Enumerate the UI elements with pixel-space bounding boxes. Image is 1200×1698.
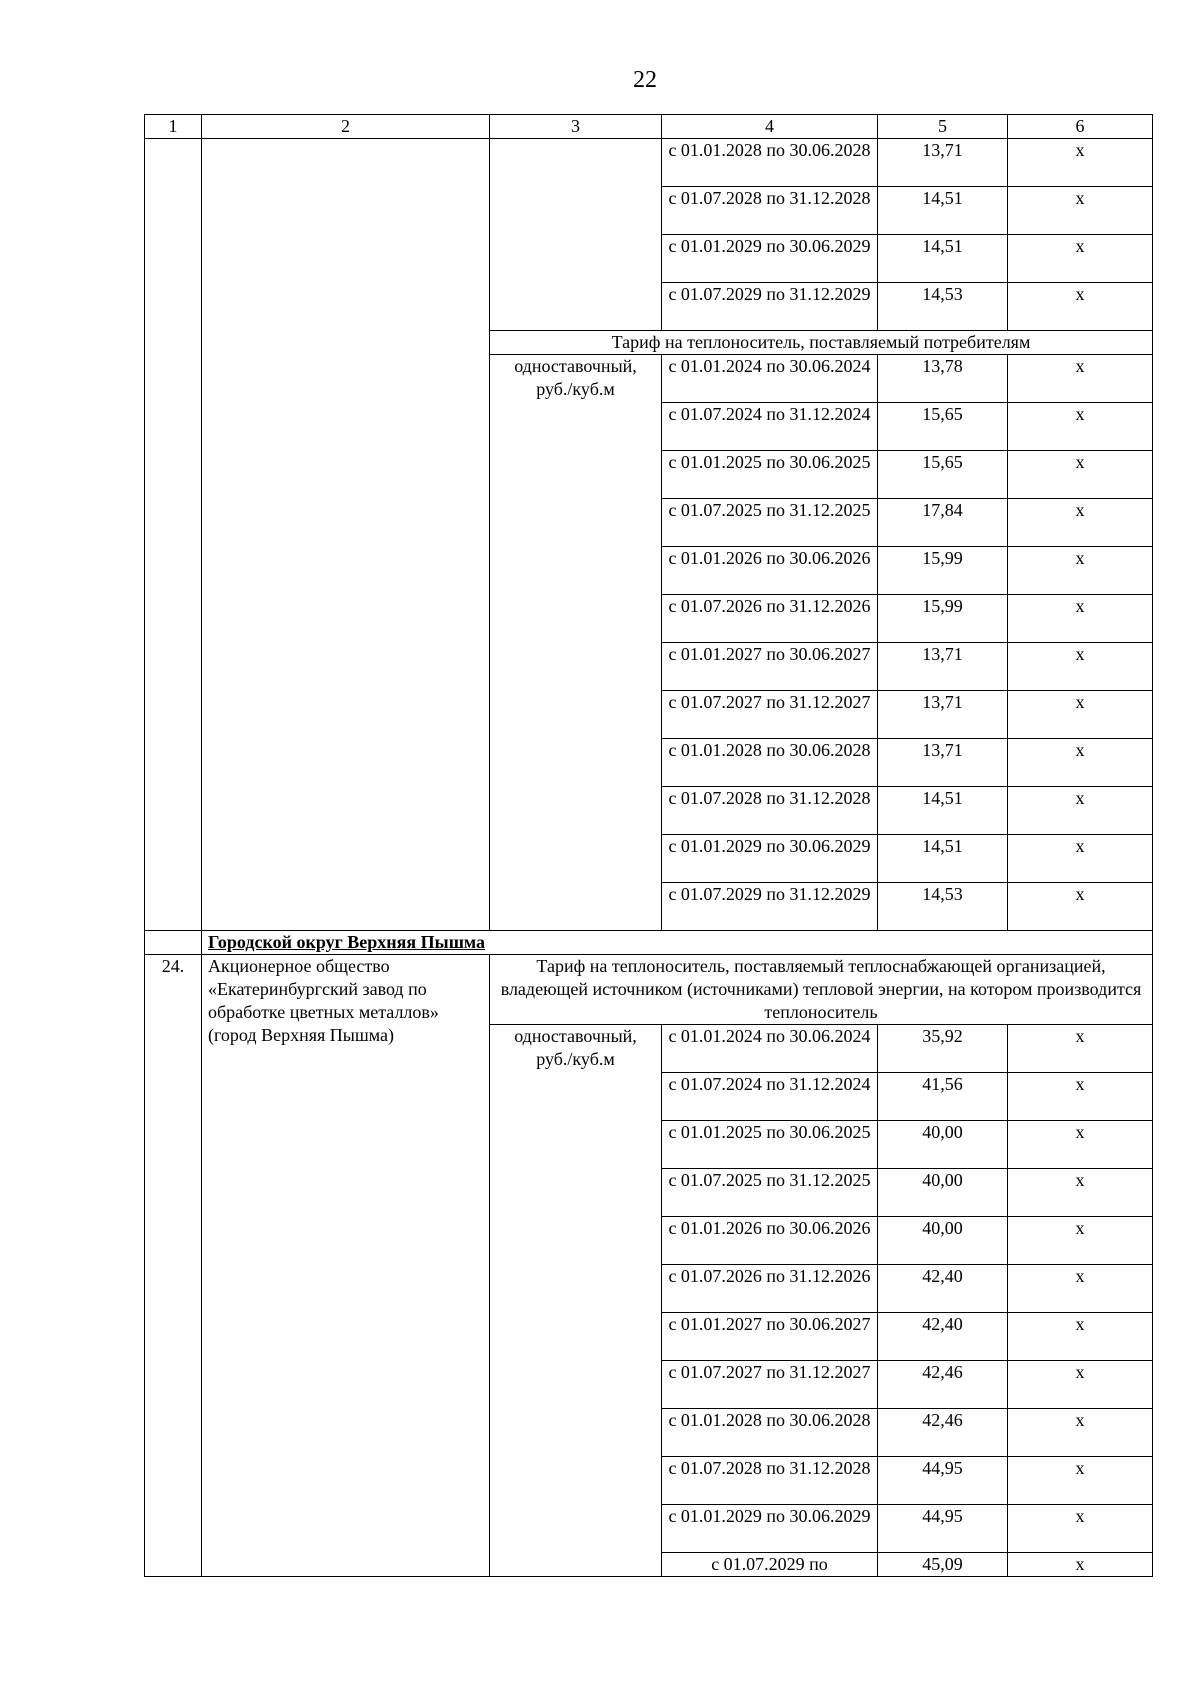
period-cell: с 01.01.2028 по 30.06.2028 <box>662 139 878 187</box>
mark-cell: х <box>1008 187 1153 235</box>
organization-cell <box>202 139 490 931</box>
tariff-value-cell: 40,00 <box>878 1217 1008 1265</box>
column-header: 6 <box>1008 115 1153 139</box>
tariff-value-cell: 44,95 <box>878 1457 1008 1505</box>
period-cell: с 01.01.2025 по 30.06.2025 <box>662 451 878 499</box>
tariff-value-cell: 42,46 <box>878 1409 1008 1457</box>
tariff-value-cell: 44,95 <box>878 1505 1008 1553</box>
mark-cell: х <box>1008 139 1153 187</box>
period-cell: с 01.07.2029 по 31.12.2029 <box>662 883 878 931</box>
mark-cell: х <box>1008 1505 1153 1553</box>
entry-number-cell: 24. <box>145 955 202 1577</box>
mark-cell: х <box>1008 1073 1153 1121</box>
period-cell: с 01.01.2024 по 30.06.2024 <box>662 1025 878 1073</box>
tariff-value-cell: 13,78 <box>878 355 1008 403</box>
tariff-value-cell: 42,40 <box>878 1265 1008 1313</box>
period-cell: с 01.01.2027 по 30.06.2027 <box>662 1313 878 1361</box>
mark-cell: х <box>1008 451 1153 499</box>
period-cell: с 01.01.2026 по 30.06.2026 <box>662 1217 878 1265</box>
tariff-table <box>144 114 1153 1577</box>
section-row <box>145 931 1153 955</box>
period-cell: с 01.01.2027 по 30.06.2027 <box>662 643 878 691</box>
tariff-value-cell: 42,46 <box>878 1361 1008 1409</box>
period-cell: с 01.07.2025 по 31.12.2025 <box>662 499 878 547</box>
mark-cell: х <box>1008 547 1153 595</box>
tariff-value-cell: 42,40 <box>878 1313 1008 1361</box>
mark-cell: х <box>1008 739 1153 787</box>
section-number-cell <box>145 931 202 955</box>
mark-cell: х <box>1008 235 1153 283</box>
tariff-value-cell: 14,51 <box>878 235 1008 283</box>
mark-cell: х <box>1008 1313 1153 1361</box>
mark-cell: х <box>1008 787 1153 835</box>
period-cell: с 01.07.2026 по 31.12.2026 <box>662 595 878 643</box>
tariff-value-cell: 14,51 <box>878 835 1008 883</box>
period-cell: с 01.07.2024 по 31.12.2024 <box>662 1073 878 1121</box>
column-header-row <box>145 115 1153 139</box>
tariff-value-cell: 13,71 <box>878 643 1008 691</box>
period-cell: с 01.01.2025 по 30.06.2025 <box>662 1121 878 1169</box>
tariff-value-cell: 40,00 <box>878 1169 1008 1217</box>
period-cell: с 01.07.2028 по 31.12.2028 <box>662 1457 878 1505</box>
mark-cell: х <box>1008 499 1153 547</box>
mark-cell: х <box>1008 1361 1153 1409</box>
mark-cell: х <box>1008 1553 1153 1577</box>
mark-cell: х <box>1008 1265 1153 1313</box>
mark-cell: х <box>1008 1169 1153 1217</box>
tariff-value-cell: 14,53 <box>878 283 1008 331</box>
column-header: 2 <box>202 115 490 139</box>
mark-cell: х <box>1008 1025 1153 1073</box>
tariff-title: Тариф на теплоноситель, поставляемый теплоснабжающей организацией, владеющей источником (источниками) тепловой энергии, на котором производится теплоноситель <box>490 955 1153 1025</box>
period-cell: с 01.07.2024 по 31.12.2024 <box>662 403 878 451</box>
tariff-value-cell: 14,51 <box>878 787 1008 835</box>
tariff-value-cell: 13,71 <box>878 691 1008 739</box>
entry-title-row <box>145 955 1153 1025</box>
period-cell: с 01.07.2025 по 31.12.2025 <box>662 1169 878 1217</box>
mark-cell: х <box>1008 835 1153 883</box>
tariff-value-cell: 15,65 <box>878 403 1008 451</box>
period-cell: с 01.07.2029 по <box>662 1553 878 1577</box>
tariff-value-cell: 15,65 <box>878 451 1008 499</box>
mark-cell: х <box>1008 595 1153 643</box>
column-header: 4 <box>662 115 878 139</box>
period-cell: с 01.01.2024 по 30.06.2024 <box>662 355 878 403</box>
period-cell: с 01.07.2028 по 31.12.2028 <box>662 187 878 235</box>
period-cell: с 01.01.2029 по 30.06.2029 <box>662 1505 878 1553</box>
period-cell: с 01.01.2028 по 30.06.2028 <box>662 1409 878 1457</box>
page-number: 22 <box>633 67 657 93</box>
rate-type-cell: одноставочный, руб./куб.м <box>490 1025 662 1577</box>
tariff-value-cell: 41,56 <box>878 1073 1008 1121</box>
period-cell: с 01.01.2029 по 30.06.2029 <box>662 235 878 283</box>
tariff-value-cell: 13,71 <box>878 739 1008 787</box>
tariff-value-cell: 40,00 <box>878 1121 1008 1169</box>
tariff-value-cell: 13,71 <box>878 139 1008 187</box>
mark-cell: х <box>1008 1217 1153 1265</box>
column-header: 5 <box>878 115 1008 139</box>
tariff-value-cell: 14,53 <box>878 883 1008 931</box>
mark-cell: х <box>1008 643 1153 691</box>
tariff-value-cell: 15,99 <box>878 595 1008 643</box>
column-header: 3 <box>490 115 662 139</box>
entry-number-cell <box>145 139 202 931</box>
mark-cell: х <box>1008 1457 1153 1505</box>
period-cell: с 01.01.2028 по 30.06.2028 <box>662 739 878 787</box>
mark-cell: х <box>1008 283 1153 331</box>
period-cell: с 01.07.2027 по 31.12.2027 <box>662 1361 878 1409</box>
period-cell: с 01.01.2026 по 30.06.2026 <box>662 547 878 595</box>
mark-cell: х <box>1008 403 1153 451</box>
tariff-value-cell: 17,84 <box>878 499 1008 547</box>
mark-cell: х <box>1008 1121 1153 1169</box>
tariff-value-cell: 35,92 <box>878 1025 1008 1073</box>
tariff-value-cell: 15,99 <box>878 547 1008 595</box>
rate-type-cell: одноставочный, руб./куб.м <box>490 355 662 931</box>
column-header: 1 <box>145 115 202 139</box>
rate-type-cell <box>490 139 662 331</box>
mark-cell: х <box>1008 691 1153 739</box>
period-cell: с 01.07.2026 по 31.12.2026 <box>662 1265 878 1313</box>
period-cell: с 01.07.2029 по 31.12.2029 <box>662 283 878 331</box>
tariff-value-cell: 14,51 <box>878 187 1008 235</box>
period-cell: с 01.07.2028 по 31.12.2028 <box>662 787 878 835</box>
mark-cell: х <box>1008 355 1153 403</box>
period-cell: с 01.01.2029 по 30.06.2029 <box>662 835 878 883</box>
section-title: Городской округ Верхняя Пышма <box>202 931 1153 955</box>
period-cell: с 01.07.2027 по 31.12.2027 <box>662 691 878 739</box>
mark-cell: х <box>1008 1409 1153 1457</box>
organization-cell: Акционерное общество «Екатеринбургский завод по обработке цветных металлов» (город Верхняя Пышма) <box>202 955 490 1577</box>
tariff-title: Тариф на теплоноситель, поставляемый потребителям <box>490 331 1153 355</box>
table-row <box>145 139 1153 187</box>
tariff-value-cell: 45,09 <box>878 1553 1008 1577</box>
mark-cell: х <box>1008 883 1153 931</box>
